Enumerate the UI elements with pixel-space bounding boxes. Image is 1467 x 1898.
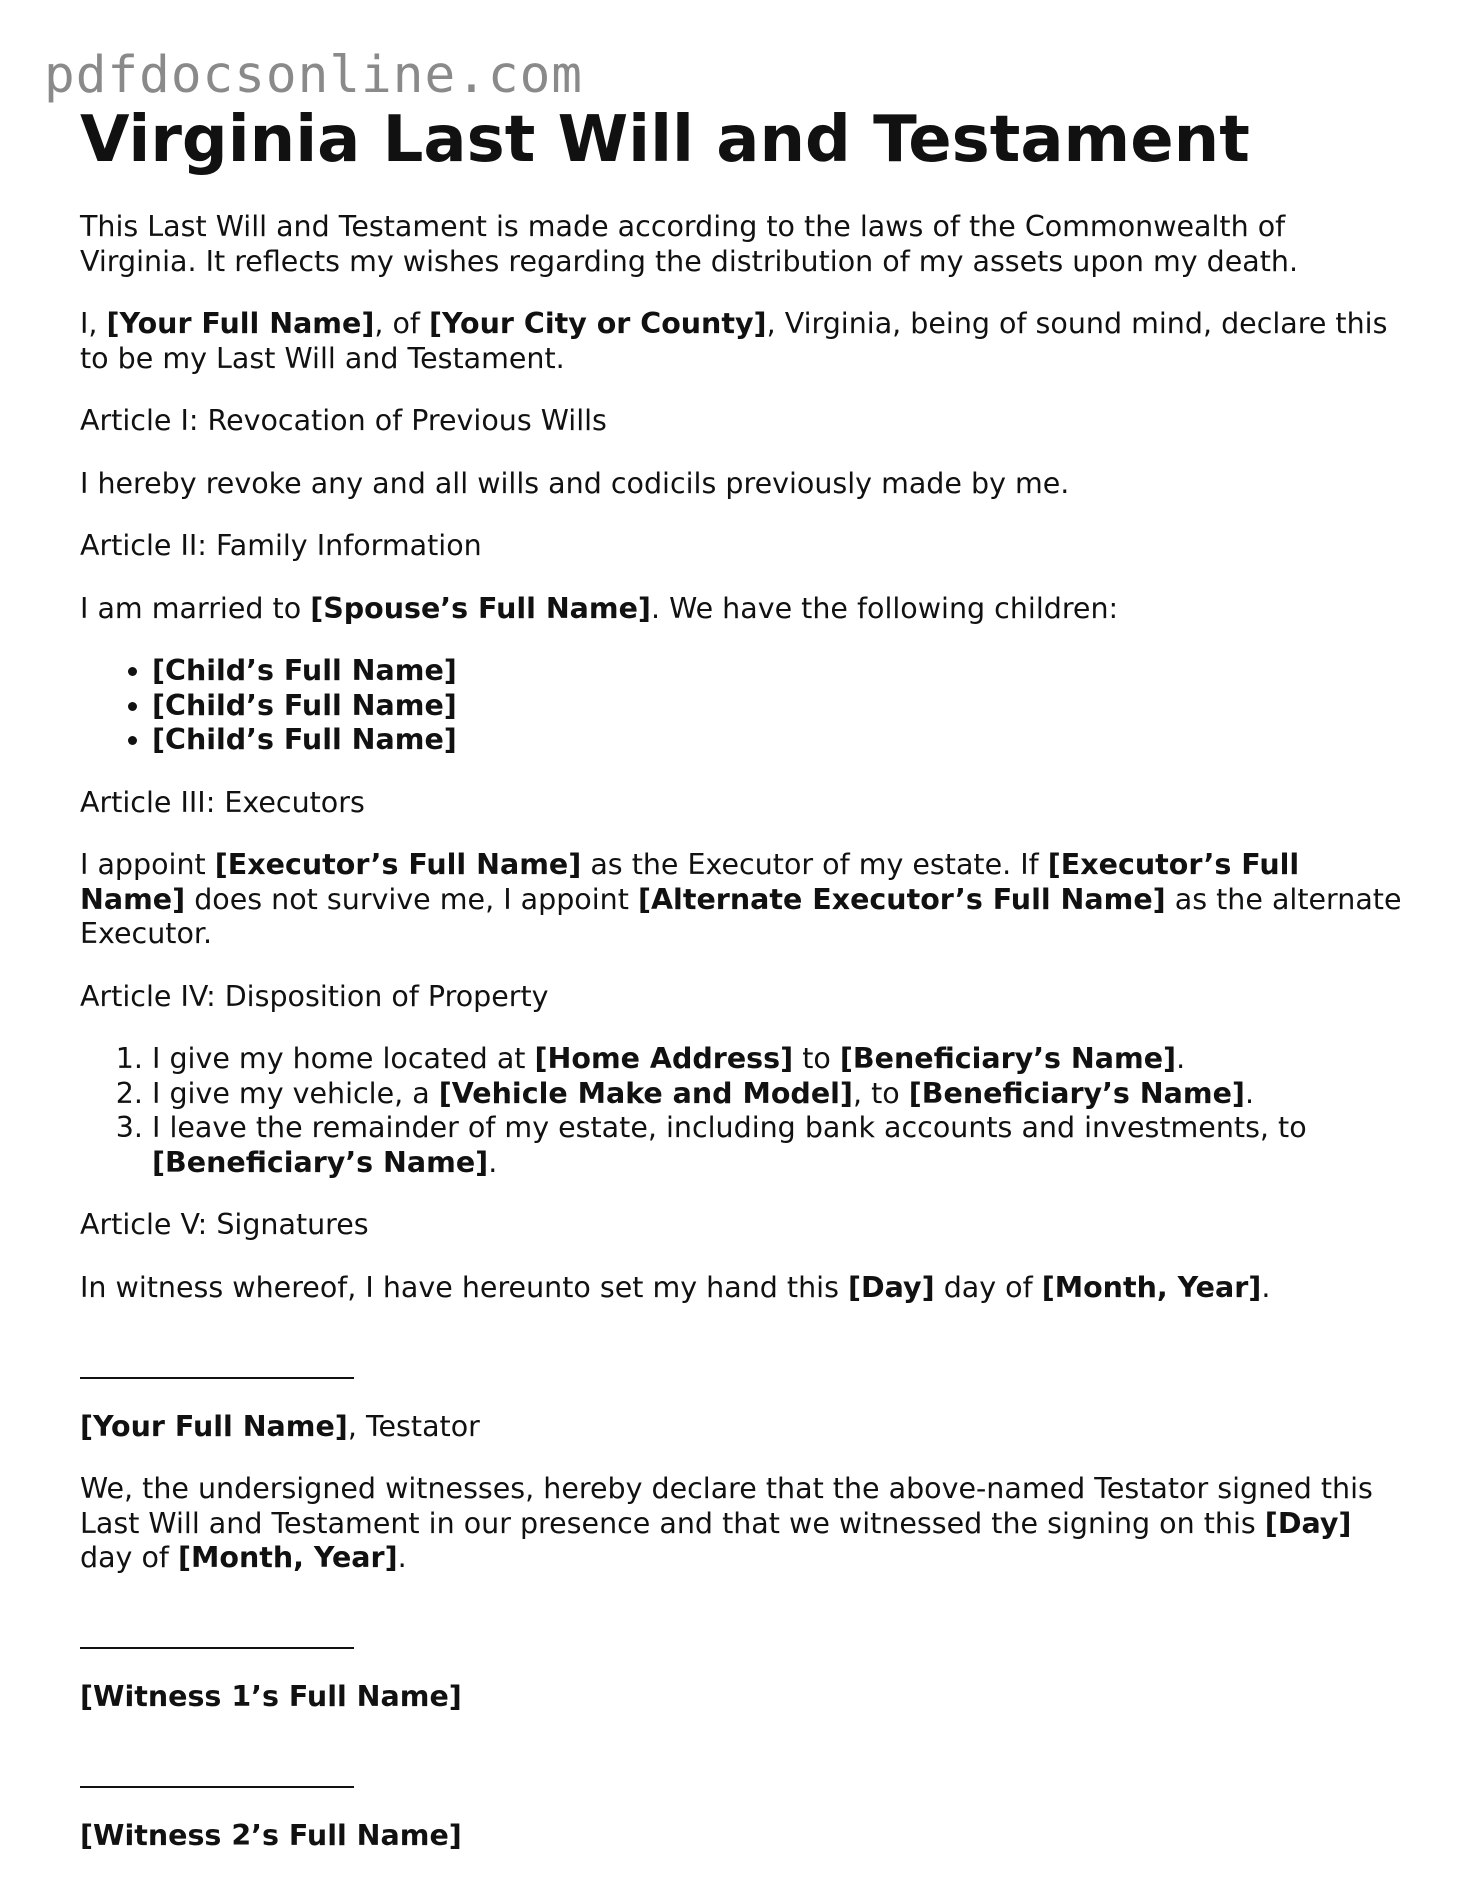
family-paragraph: I am married to [Spouse’s Full Name]. We have the following children: xyxy=(80,591,1119,625)
month-year-placeholder: [Month, Year] xyxy=(1041,1270,1262,1304)
property-list xyxy=(80,1042,1410,1180)
executor-paragraph: I appoint [Executor’s Full Name] as the Executor of my estate. If [Executor’s Full Name] does not survive me, I appoint [Alternate Executor’s Full Name] as the alternate Executor. xyxy=(80,848,1402,950)
month-year-placeholder: [Month, Year] xyxy=(178,1541,398,1574)
list-item: 1. I give my home located at [Home Address] to [Beneficiary’s Name]. xyxy=(152,1042,1410,1077)
list-item: • [Child’s Full Name] xyxy=(152,723,1410,758)
alternate-executor-placeholder: [Alternate Executor’s Full Name] xyxy=(637,882,1166,916)
testator-signature-line xyxy=(80,1347,1410,1382)
document-body xyxy=(80,210,1410,1882)
testator-signature-label: [Your Full Name], Testator xyxy=(80,1409,480,1443)
testator-name-placeholder: [Your Full Name] xyxy=(106,307,375,340)
executor-name-placeholder: [Executor’s Full Name] xyxy=(80,848,1300,916)
signature-statement: In witness whereof, I have hereunto set my hand this [Day] day of [Month, Year]. xyxy=(80,1270,1271,1304)
article-4-heading: Article IV: Disposition of Property xyxy=(80,979,549,1013)
article-2-heading: Article II: Family Information xyxy=(80,529,482,562)
article-1-text: I hereby revoke any and all wills and codicils previously made by me. xyxy=(80,466,1070,500)
list-item: • [Child’s Full Name] xyxy=(152,689,1410,724)
document-title: Virginia Last Will and Testament xyxy=(80,103,1250,177)
witness-2-signature-line xyxy=(80,1757,1410,1792)
watermark: pdfdocsonline.com xyxy=(44,46,583,105)
article-5-heading: Article V: Signatures xyxy=(80,1208,369,1241)
witness-statement: We, the undersigned witnesses, hereby declare that the above-named Testator signed this Last Will and Testament in our presence and that we witnessed the signing on this [Day] day of [Month, Year]. xyxy=(80,1472,1373,1574)
executor-name-placeholder: [Executor’s Full Name] xyxy=(214,848,582,881)
children-list xyxy=(80,654,1410,758)
day-placeholder: [Day] xyxy=(847,1270,935,1304)
day-placeholder: [Day] xyxy=(1264,1506,1352,1540)
list-item: 2. I give my vehicle, a [Vehicle Make and Model], to [Beneficiary’s Name]. xyxy=(152,1077,1410,1112)
declaration-paragraph: I, [Your Full Name], of [Your City or County], Virginia, being of sound mind, declare this to be my Last Will and Testament. xyxy=(80,307,1388,375)
list-item: • [Child’s Full Name] xyxy=(152,654,1410,689)
article-3-heading: Article III: Executors xyxy=(80,785,365,819)
article-1-heading: Article I: Revocation of Previous Wills xyxy=(80,404,607,437)
spouse-name-placeholder: [Spouse’s Full Name] xyxy=(310,591,651,625)
city-placeholder: [Your City or County] xyxy=(429,307,767,340)
witness-2-name: [Witness 2’s Full Name] xyxy=(80,1819,462,1852)
witness-1-name: [Witness 1’s Full Name] xyxy=(80,1680,462,1713)
witness-1-signature-line xyxy=(80,1618,1410,1653)
intro-paragraph: This Last Will and Testament is made according to the laws of the Commonwealth of Virginia. It reflects my wishes regarding the distribution of my assets upon my death. xyxy=(80,210,1299,278)
list-item: 3. I leave the remainder of my estate, including bank accounts and investments, to [Beneficiary’s Name]. xyxy=(152,1111,1410,1180)
